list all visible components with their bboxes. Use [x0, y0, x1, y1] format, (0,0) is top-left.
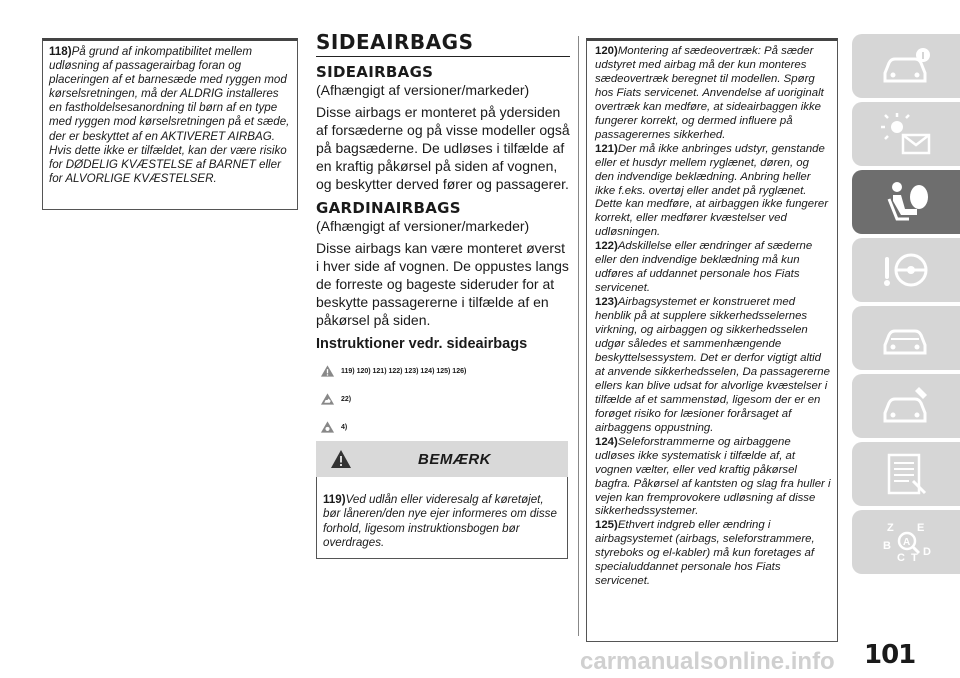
list-item	[595, 436, 831, 520]
warning-refs	[316, 361, 570, 381]
warning-triangle-icon	[320, 364, 335, 378]
warning-box-118	[42, 38, 298, 210]
item-text: Airbagsystemet er konstrueret med henblik på at supplere sikkerhedsselernes virkning, og airbaggen og sikkerhedsselen udgør således et sammenhængende beskyttelsessystem. Det er derfor vigtigt altid at anvende sikkerhedsselen, Da passagererne ellers kan blive udsat for alvorlige kvæstelser i tilfælde af et sammenstød, ligesom der er en forøget risiko for læsioner forårsaget af airbaggens oppustning.	[595, 296, 830, 434]
note-box-119	[316, 477, 568, 559]
tab-index[interactable]	[852, 510, 960, 574]
environment-ref-numbers: 4)	[341, 423, 348, 431]
maintenance-icon	[879, 383, 933, 429]
section-subtitle: (Afhængigt af versioner/markeder)	[316, 82, 530, 98]
item-text: Adskillelse eller ændringer af sæderne eller den indvendige beklædning må kun udføres af uddannet personale hos Fiats servicenet.	[595, 240, 813, 295]
svg-text:Z: Z	[887, 522, 894, 534]
item-text: På grund af inkompatibilitet mellem udløsning af passagerairbag foran og placeringen af et barnesæde med ryggen mod kørselsretningen, må der ALDRIG installeres en fastholdelsesanordning til børn af en type med ryggen mod kørselsretningen på et sæde, der er beskyttet af en AKTIVERET AIRBAG. Hvis dette ikke er tilfældet, kan der være risiko for DØDELIG KVÆSTELSE af BARNET eller for ALVORLIGE KVÆSTELSER.	[49, 45, 290, 185]
page-title: SIDEAIRBAGS	[316, 30, 570, 57]
item-text: Ved udlån eller videresalg af køretøjet, bør låneren/den nye ejer informeres om disse forhold, ligesom instruktionsbogen bør overdrages.	[323, 493, 557, 550]
section-subtitle: (Afhængigt af versioner/markeder)	[316, 218, 530, 234]
item-text: Montering af sædeovertræk: På sæder udstyret med airbag må der kun monteres sædeovertræk beregnet til modellen. Spørg hos Fiats servicenet. Anvendelse af uoriginalt overtræk kan medføre, at sideairbaggen ikke fungerer korrekt, og dermed influere på passagerernes sikkerhed.	[595, 45, 824, 141]
svg-text:E: E	[917, 522, 925, 534]
tab-maintenance[interactable]	[852, 374, 960, 438]
warning-box-right	[586, 38, 838, 642]
tab-emergency[interactable]	[852, 306, 960, 370]
note-header	[316, 441, 568, 477]
warning-ref-numbers: 119) 120) 121) 122) 123) 124) 125) 126)	[341, 367, 467, 375]
item-text: Ethvert indgreb eller ændring i airbagsystemet (airbags, seleforstrammere, styreboks og el-kabler) må kun foretages af specialuddannet personale hos Fiats servicenet.	[595, 519, 815, 588]
item-number: 119)	[323, 493, 346, 506]
tab-dashboard-lights[interactable]	[852, 102, 960, 166]
item-number: 123)	[595, 296, 618, 309]
list-item	[595, 519, 831, 589]
svg-text:D: D	[923, 546, 931, 558]
environment-refs	[316, 417, 570, 437]
section-heading-gardinairbags: GARDINAIRBAGS	[316, 199, 461, 217]
svg-text:B: B	[883, 540, 891, 552]
svg-text:A: A	[903, 537, 911, 548]
list-item	[595, 296, 831, 436]
item-text: Seleforstrammerne og airbaggene udløses ikke systematisk i tilfælde af, at vognen vælter, eller ved kraftig påkørsel bagfra. Påkørsel af kantsten og slag fra huller i vejen kan fremprovokere udløsning af disse sikkerhedssystemer.	[595, 435, 831, 518]
note-label: BEMÆRK	[418, 450, 491, 468]
tab-starting-driving[interactable]	[852, 238, 960, 302]
item-number: 124)	[595, 435, 618, 448]
item-text: Der må ikke anbringes udstyr, genstande eller et husdyr mellem ryglænet, døren, og den indvendige beklædning. Anbring heller ikke f.eks. overtøj eller andet på ryglænet. Dette kan medføre, at airbaggen ikke fungerer korrekt, eller medfører kvæstelser ved udløsningen.	[595, 142, 829, 239]
svg-text:C: C	[897, 552, 905, 564]
main-column	[316, 30, 570, 437]
item-number: 118)	[49, 45, 72, 58]
technical-data-icon	[879, 451, 933, 497]
item-number: 122)	[595, 240, 618, 253]
warning-triangle-icon	[330, 449, 352, 469]
list-item	[595, 45, 831, 143]
svg-text:T: T	[911, 552, 918, 564]
section-heading-sideairbags: SIDEAIRBAGS	[316, 63, 434, 81]
tab-safety[interactable]	[852, 170, 960, 234]
chapter-tabs	[852, 34, 960, 578]
caution-hand-icon	[320, 392, 335, 406]
airbag-seat-icon	[879, 179, 933, 225]
list-item	[595, 143, 831, 241]
car-info-icon	[879, 43, 933, 89]
caution-refs	[316, 389, 570, 409]
item-number: 120)	[595, 45, 618, 57]
column-divider	[578, 36, 579, 636]
section-paragraph: Disse airbags er monteret på ydersiden af forsæderne og på visse modeller også på bagsæderne. De udløses i tilfælde af en kraftig påkørsel på siden af vognen, og beskytter derved fører og passagerer.	[316, 104, 570, 192]
item-number: 121)	[595, 142, 618, 155]
starting-driving-icon	[879, 247, 933, 293]
page-number: 101	[864, 640, 916, 670]
list-item	[595, 240, 831, 296]
emergency-car-icon	[879, 315, 933, 361]
tab-car-info[interactable]	[852, 34, 960, 98]
section-paragraph: Disse airbags kan være monteret øverst i hver side af vognen. De oppustes langs de forreste og bageste sideruder for at beskytte passagererne i tilfælde af en påkørsel på siden.	[316, 240, 569, 328]
watermark: carmanualsonline.info	[580, 648, 835, 675]
item-number: 125)	[595, 519, 618, 532]
index-icon	[879, 519, 933, 565]
tab-technical-data[interactable]	[852, 442, 960, 506]
section-heading-instructions: Instruktioner vedr. sideairbags	[316, 336, 528, 352]
dashboard-lights-icon	[879, 111, 933, 157]
caution-ref-numbers: 22)	[341, 395, 352, 403]
environment-icon	[320, 420, 335, 434]
